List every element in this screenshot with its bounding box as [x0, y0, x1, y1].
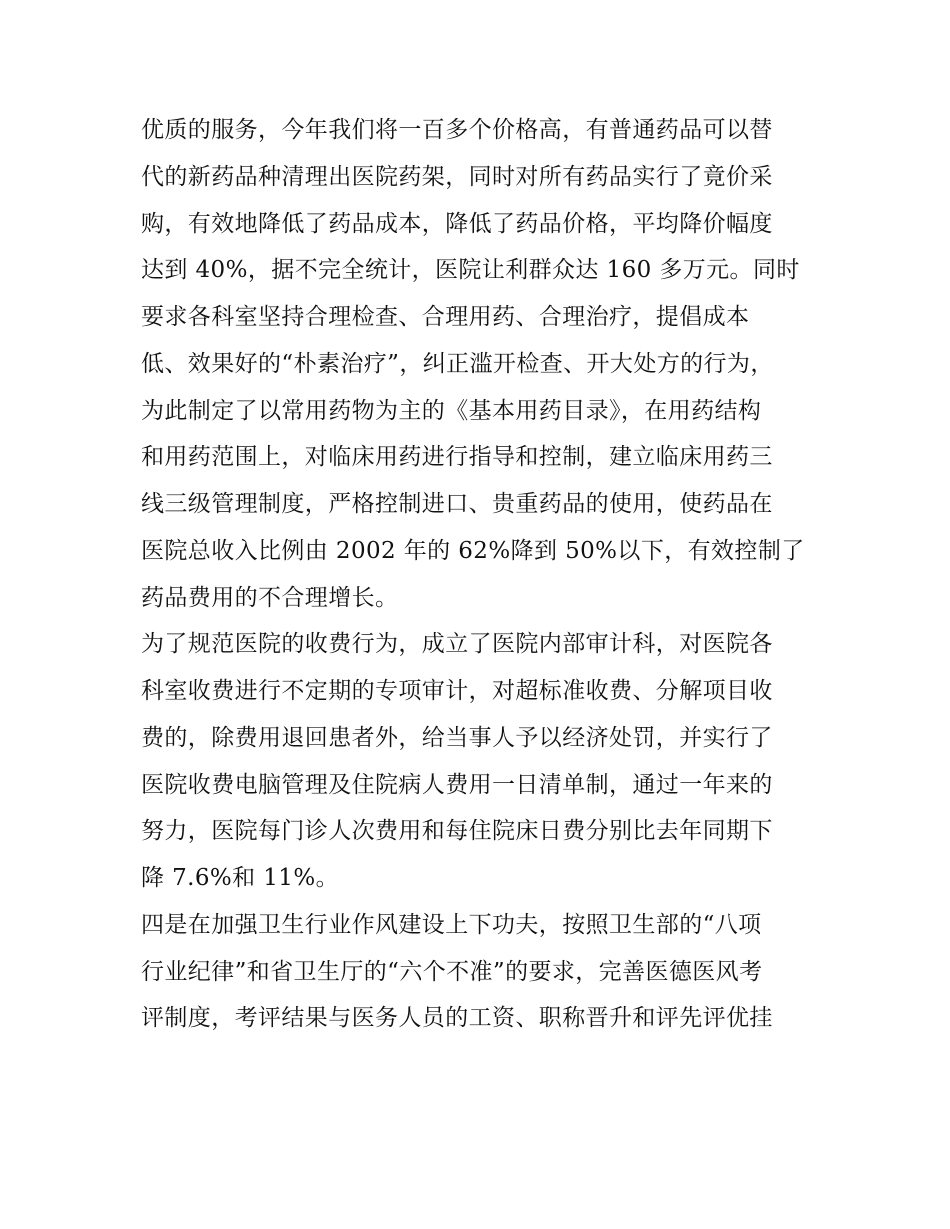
text-line: 要求各科室坚持合理检查、合理用药、合理治疗，提倡成本 — [141, 304, 750, 330]
text-line: 四是在加强卫生行业作风建设上下功夫，按照卫生部的“八项 — [141, 911, 762, 938]
body-text — [141, 107, 821, 1042]
text-line: 为了规范医院的收费行为，成立了医院内部审计科，对医院各 — [141, 631, 773, 658]
text-line: 线三级管理制度，严格控制进口、贵重药品的使用，使药品在 — [141, 491, 773, 517]
text-line: 医院收费电脑管理及住院病人费用一日清单制，通过一年来的 — [141, 771, 773, 798]
text-line: 努力，医院每门诊人次费用和每住院床日费分别比去年同期下 — [141, 818, 773, 845]
text-line: 行业纪律”和省卫生厅的“六个不准”的要求，完善医德医风考 — [141, 958, 763, 985]
text-line: 和用药范围上，对临床用药进行指导和控制，建立临床用药三 — [141, 444, 773, 471]
text-line: 达到 40%，据不完全统计，医院让利群众达 160 多万元。同时 — [141, 257, 800, 284]
text-line: 购，有效地降低了药品成本，降低了药品价格，平均降价幅度 — [141, 210, 773, 237]
text-line: 代的新药品种清理出医院药架，同时对所有药品实行了竟价采 — [141, 163, 773, 190]
text-line: 科室收费进行不定期的专项审计，对超标准收费、分解项目收 — [141, 678, 773, 704]
text-line: 为此制定了以常用药物为主的《基本用药目录》，在用药结构 — [141, 397, 762, 424]
text-line: 评制度，考评结果与医务人员的工资、职称晋升和评先评优挂 — [141, 1005, 773, 1032]
text-line: 费的，除费用退回患者外，给当事人予以经济处罚，并实行了 — [141, 724, 773, 751]
text-line: 优质的服务，今年我们将一百多个价格高，有普通药品可以替 — [141, 117, 773, 143]
text-line: 低、效果好的“朴素治疗”，纠正滥开检查、开大处方的行为， — [141, 350, 774, 377]
text-line: 医院总收入比例由 2002 年的 62%降到 50%以下，有效控制了 — [141, 537, 805, 564]
text-line: 药品费用的不合理增长。 — [141, 584, 399, 611]
text-line: 降 7.6%和 11%。 — [141, 865, 339, 891]
